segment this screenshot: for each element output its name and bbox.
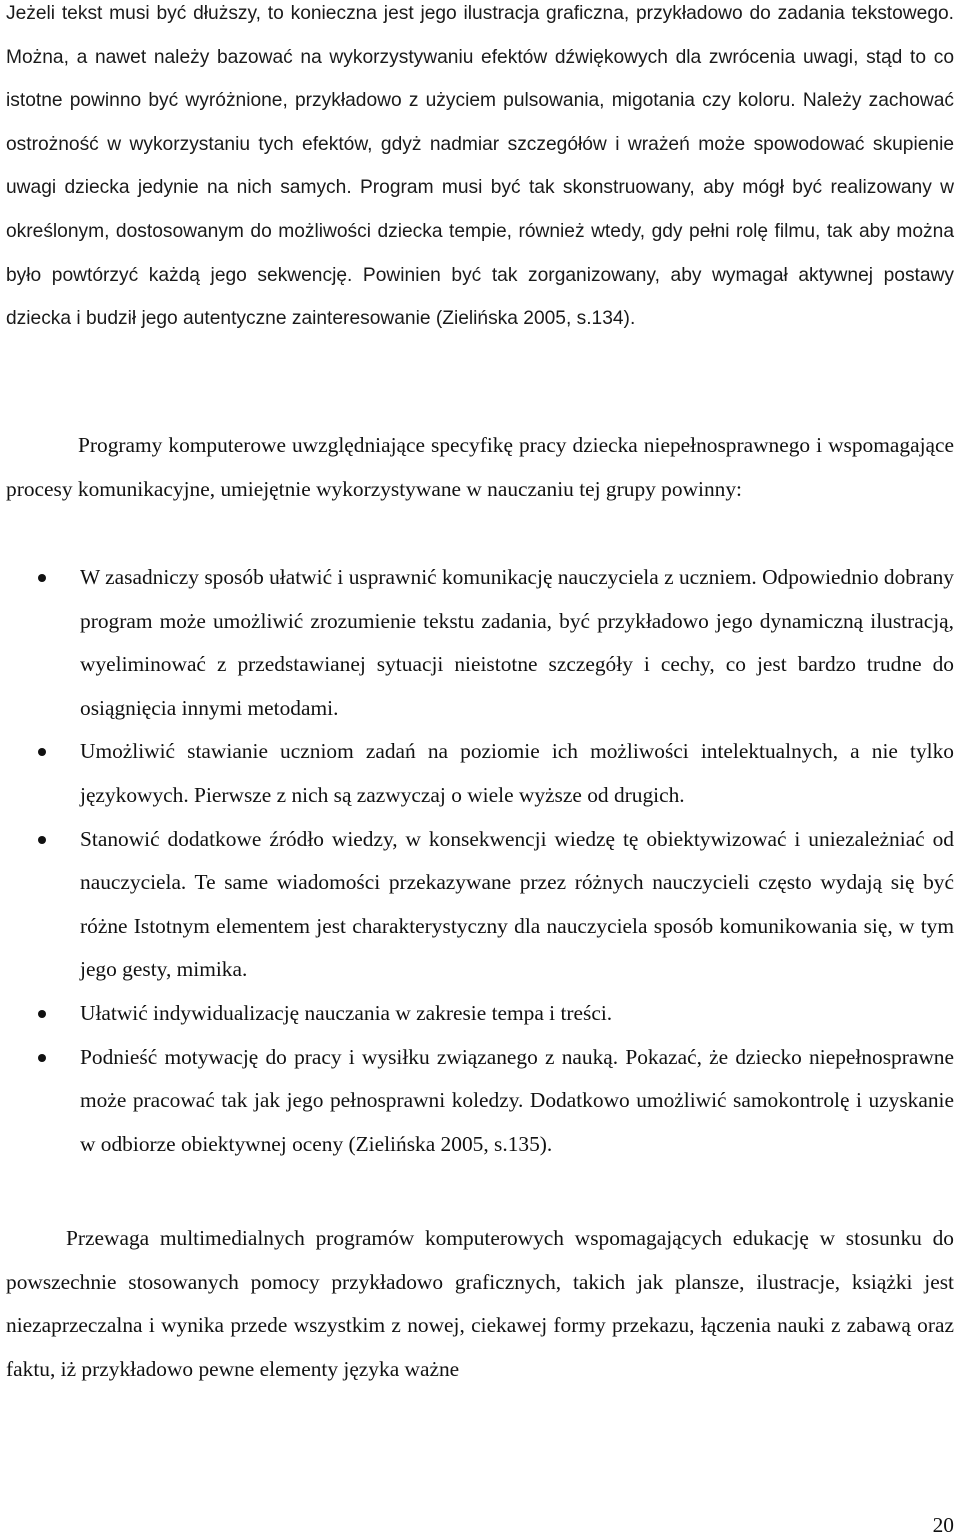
- list-item-text: Podnieść motywację do pracy i wysiłku związanego z nauką. Pokazać, że dziecko niepełnosprawne może pracować tak jak jego pełnosprawni koledzy. Dodatkowo umożliwić samokontrolę i uzyskanie w odbiorze obiektywnej oceny (Zielińska 2005, s.135).: [80, 1044, 954, 1156]
- list-item-text: Ułatwić indywidualizację nauczania w zakresie tempa i treści.: [80, 1000, 613, 1025]
- list-item: [0, 992, 960, 1036]
- list-item-text: W zasadniczy sposób ułatwić i usprawnić komunikację nauczyciela z uczniem. Odpowiednio dobrany program może umożliwić zrozumienie tekstu zadania, być przykładowo jego dynamiczną ilustracją, wyeliminować z przedstawianej sytuacji nieistotne szczegóły i cechy, co jest bardzo trudne do osiągnięcia innymi metodami.: [80, 565, 954, 720]
- list-item: [0, 1036, 960, 1167]
- paragraph-2: Programy komputerowe uwzględniające specyfikę pracy dziecka niepełnosprawnego i wspomagające procesy komunikacyjne, umiejętnie wykorzystywane w nauczaniu tej grupy powinny:: [6, 433, 954, 501]
- paragraph-1: Jeżeli tekst musi być dłuższy, to konieczna jest jego ilustracja graficzna, przykładowo do zadania tekstowego. Można, a nawet należy bazować na wykorzystywaniu efektów dźwiękowych dla zwrócenia uwagi, stąd to co istotne powinno być wyróżnione, przykładowo z użyciem pulsowania, migotania czy koloru. Należy zachować ostrożność w wykorzystaniu tych efektów, gdyż nadmiar szczegółów i wrażeń może spowodować skupienie uwagi dziecka jedynie na nich samych. Program musi być tak skonstruowany, aby mógł być realizowany w określonym, dostosowanym do możliwości dziecka tempie, również wtedy, gdy pełni rolę filmu, tak aby można było powtórzyć każdą jego sekwencję. Powinien być tak zorganizowany, aby wymagał aktywnej postawy dziecka i budził jego autentyczne zainteresowanie (Zielińska 2005, s.134).: [6, 3, 954, 330]
- bullet-list: [0, 556, 960, 1166]
- bullet-icon: [38, 1010, 46, 1018]
- bullet-icon: [38, 574, 46, 582]
- page-number: 20: [932, 1513, 954, 1537]
- list-item: [0, 730, 960, 817]
- list-item: [0, 556, 960, 730]
- list-item: [0, 818, 960, 992]
- list-item-text: Umożliwić stawianie uczniom zadań na poziomie ich możliwości intelektualnych, a nie tylko językowych. Pierwsze z nich są zazwyczaj o wiele wyższe od drugich.: [80, 739, 954, 807]
- list-item-text: Stanowić dodatkowe źródło wiedzy, w konsekwencji wiedzę tę obiektywizować i uniezależniać od nauczyciela. Te same wiadomości przekazywane przez różnych nauczycieli często wydają się być różne Istotnym elementem jest charakterystyczny dla nauczyciela sposób komunikowania się, w tym jego gesty, mimika.: [80, 826, 954, 982]
- bullet-icon: [38, 836, 46, 844]
- bullet-icon: [38, 748, 46, 756]
- paragraph-3: Przewaga multimedialnych programów komputerowych wspomagających edukację w stosunku do powszechnie stosowanych pomocy przykładowo graficznych, takich jak plansze, ilustracje, książki jest niezaprzeczalna i wynika przede wszystkim z nowej, ciekawej formy przekazu, łączenia nauki z zabawą oraz faktu, iż przykładowo pewne elementy języka ważne: [6, 1226, 954, 1381]
- bullet-icon: [38, 1054, 46, 1062]
